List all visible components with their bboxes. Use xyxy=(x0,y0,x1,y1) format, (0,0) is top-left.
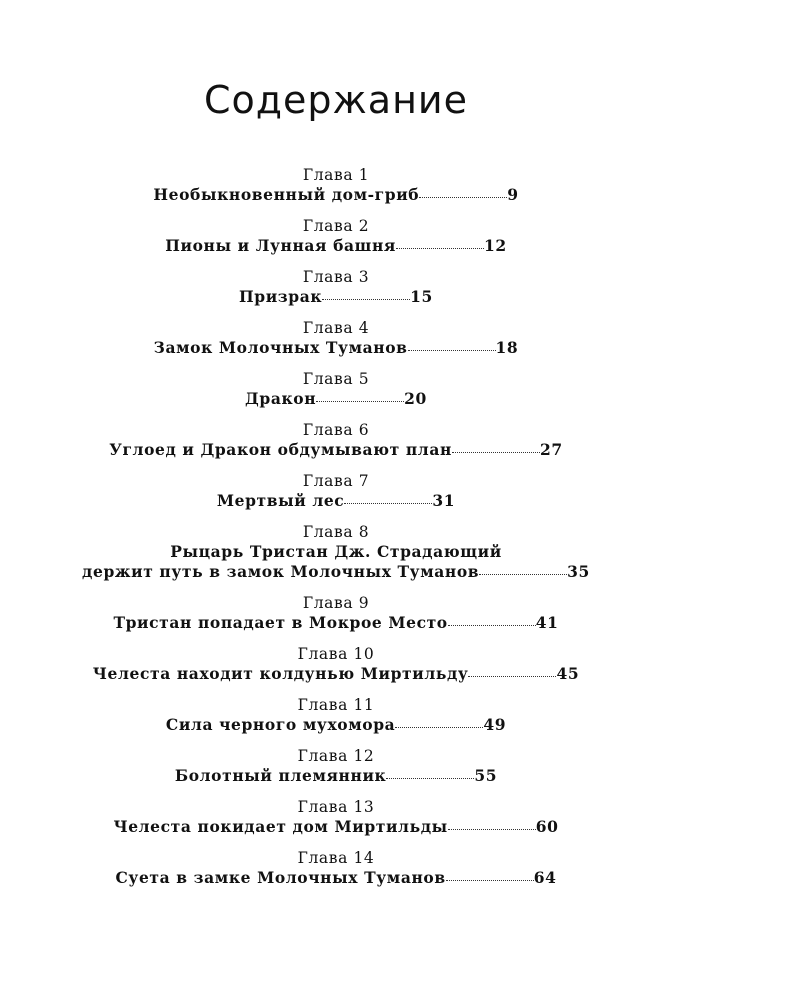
chapter-label: Глава 8 xyxy=(302,523,370,541)
chapter-title: Сила черного мухомора xyxy=(165,715,396,734)
chapter-title: Необыкновенный дом-гриб xyxy=(153,185,420,204)
chapter-title: держит путь в замок Молочных Туманов xyxy=(82,562,480,581)
chapter-label: Глава 6 xyxy=(302,421,370,439)
chapter-label: Глава 13 xyxy=(297,798,375,816)
dot-leader xyxy=(395,726,483,728)
chapter-title: Челеста находит колдунью Миртильду xyxy=(92,664,469,683)
page-number: 64 xyxy=(533,868,557,887)
chapter-title-line xyxy=(0,287,672,307)
chapter-title: Углоед и Дракон обдумывают план xyxy=(109,440,452,459)
toc-entry-12[interactable] xyxy=(0,747,672,786)
chapter-title-line xyxy=(0,440,672,460)
chapter-title-line xyxy=(0,766,672,786)
toc-entry-9[interactable] xyxy=(0,594,672,633)
page-number: 31 xyxy=(432,491,456,510)
chapter-title-line xyxy=(0,613,672,633)
dot-leader xyxy=(452,451,540,453)
page-number: 35 xyxy=(567,562,590,581)
toc-entry-11[interactable] xyxy=(0,696,672,735)
chapter-title: Болотный племянник xyxy=(174,766,387,785)
page-title: Содержание xyxy=(204,78,468,122)
page-number: 12 xyxy=(483,236,507,255)
chapter-title: Челеста покидает дом Миртильды xyxy=(113,817,448,836)
dot-leader xyxy=(448,828,536,830)
dot-leader xyxy=(386,777,474,779)
chapter-title-line xyxy=(0,715,672,735)
toc-entry-7[interactable] xyxy=(0,472,672,511)
chapter-title-line xyxy=(0,389,672,409)
page-number: 41 xyxy=(535,613,559,632)
page-number: 27 xyxy=(539,440,563,459)
dot-leader xyxy=(396,247,484,249)
chapter-title-line xyxy=(0,817,672,837)
page-number: 15 xyxy=(410,287,433,306)
chapter-label: Глава 11 xyxy=(297,696,375,714)
chapter-title: Призрак xyxy=(239,287,323,306)
page-number: 18 xyxy=(495,338,519,357)
chapter-title-line xyxy=(0,338,672,358)
toc-entry-4[interactable] xyxy=(0,319,672,358)
page-number: 60 xyxy=(535,817,559,836)
page-number: 45 xyxy=(556,664,580,683)
chapter-title-line xyxy=(0,185,672,205)
page-number: 55 xyxy=(474,766,498,785)
toc-entry-6[interactable] xyxy=(0,421,672,460)
chapter-label: Глава 7 xyxy=(302,472,370,490)
dot-leader xyxy=(479,573,567,575)
dot-leader xyxy=(468,675,556,677)
chapter-title: Замок Молочных Туманов xyxy=(153,338,408,357)
chapter-label: Глава 1 xyxy=(302,166,370,184)
chapter-title: Пионы и Лунная башня xyxy=(165,236,396,255)
toc-entry-2[interactable] xyxy=(0,217,672,256)
chapter-label: Глава 9 xyxy=(302,594,370,612)
chapter-title: Тристан попадает в Мокрое Место xyxy=(113,613,448,632)
page-number: 9 xyxy=(507,185,519,204)
chapter-title: Суета в замке Молочных Туманов xyxy=(115,868,446,887)
dot-leader xyxy=(316,400,404,402)
chapter-title-line xyxy=(0,664,672,684)
dot-leader xyxy=(408,349,496,351)
toc-entry-3[interactable] xyxy=(0,268,672,307)
toc-entry-1[interactable] xyxy=(0,166,672,205)
chapter-label: Глава 10 xyxy=(297,645,375,663)
chapter-title: Мертвый лес xyxy=(216,491,345,510)
chapter-title-line xyxy=(0,491,672,511)
table-of-contents xyxy=(0,166,672,900)
toc-entry-10[interactable] xyxy=(0,645,672,684)
toc-entry-5[interactable] xyxy=(0,370,672,409)
dot-leader xyxy=(419,196,507,198)
chapter-label: Глава 3 xyxy=(302,268,370,286)
chapter-label: Глава 12 xyxy=(297,747,375,765)
chapter-title-line xyxy=(0,236,672,256)
dot-leader xyxy=(322,298,410,300)
chapter-label: Глава 4 xyxy=(302,319,370,337)
dot-leader xyxy=(344,502,432,504)
chapter-title: Дракон xyxy=(245,389,317,408)
dot-leader xyxy=(448,624,536,626)
page-number: 49 xyxy=(483,715,507,734)
chapter-title-line xyxy=(0,868,672,888)
chapter-label: Глава 5 xyxy=(302,370,370,388)
toc-entry-8[interactable] xyxy=(0,523,672,582)
dot-leader xyxy=(446,879,534,881)
page-number: 20 xyxy=(404,389,427,408)
chapter-title-line-1: Рыцарь Тристан Дж. Страдающий xyxy=(170,542,502,561)
toc-entry-14[interactable] xyxy=(0,849,672,888)
toc-entry-13[interactable] xyxy=(0,798,672,837)
chapter-label: Глава 2 xyxy=(302,217,370,235)
chapter-label: Глава 14 xyxy=(297,849,375,867)
chapter-title-line xyxy=(0,562,672,582)
